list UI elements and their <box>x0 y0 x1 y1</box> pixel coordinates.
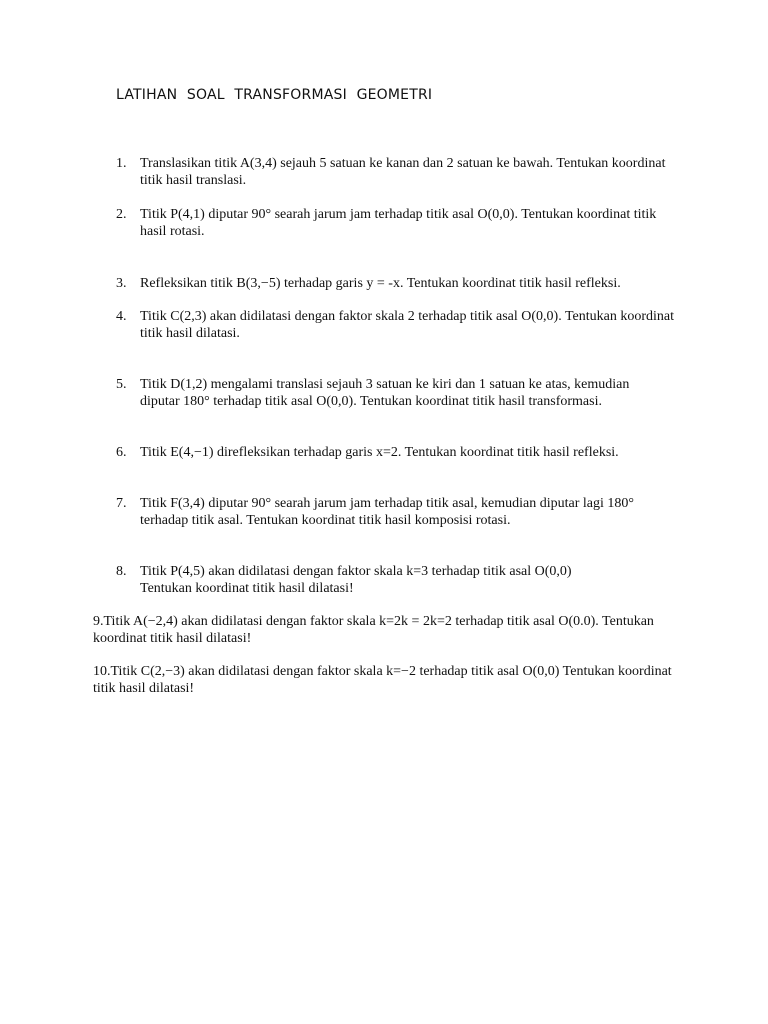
question-text: Titik C(2,3) akan didilatasi dengan faktor skala 2 terhadap titik asal O(0,0). Tentukan koordinat titik hasil dilatasi. <box>140 309 675 341</box>
question-item-2 <box>116 206 680 240</box>
question-item-4 <box>116 308 685 342</box>
question-item-1 <box>116 155 680 189</box>
question-number: 8. <box>116 564 127 579</box>
question-item-7 <box>116 495 660 529</box>
question-text: Titik P(4,5) akan didilatasi dengan faktor skala k=3 terhadap titik asal O(0,0) Tentukan koordinat titik hasil dilatasi! <box>140 564 572 596</box>
question-item-10: 10.Titik C(2,−3) akan didilatasi dengan faktor skala k=−2 terhadap titik asal O(0,0) Tentukan koordinat titik hasil dilatasi! <box>93 664 672 696</box>
question-number: 4. <box>116 309 127 324</box>
question-text: Translasikan titik A(3,4) sejauh 5 satuan ke kanan dan 2 satuan ke bawah. Tentukan koordinat titik hasil translasi. <box>140 156 666 188</box>
question-number: 7. <box>116 496 127 511</box>
question-text: Titik P(4,1) diputar 90° searah jarum jam terhadap titik asal O(0,0). Tentukan koordinat titik hasil rotasi. <box>140 207 657 239</box>
question-item-9: 9.Titik A(−2,4) akan didilatasi dengan faktor skala k=2k = 2k=2 terhadap titik asal O(0.0). Tentukan koordinat titik hasil dilatasi! <box>93 614 654 646</box>
question-number: 6. <box>116 445 127 460</box>
question-text: Titik D(1,2) mengalami translasi sejauh 3 satuan ke kiri dan 1 satuan ke atas, kemudian diputar 180° terhadap titik asal O(0,0). Tentukan koordinat titik hasil transformasi. <box>140 377 630 409</box>
question-number: 1. <box>116 156 127 171</box>
question-number: 3. <box>116 276 127 291</box>
question-text: Titik F(3,4) diputar 90° searah jarum jam terhadap titik asal, kemudian diputar lagi 180° terhadap titik asal. Tentukan koordinat titik hasil komposisi rotasi. <box>140 496 634 528</box>
question-item-8 <box>116 563 625 597</box>
page-title: LATIHAN SOAL TRANSFORMASI GEOMETRI <box>116 87 433 103</box>
question-text: Titik E(4,−1) direfleksikan terhadap garis x=2. Tentukan koordinat titik hasil refleksi. <box>140 445 619 460</box>
question-item-6 <box>116 444 700 461</box>
question-item-3 <box>116 275 700 292</box>
question-number: 5. <box>116 377 127 392</box>
question-number: 2. <box>116 207 127 222</box>
question-item-5 <box>116 376 640 410</box>
question-text: Refleksikan titik B(3,−5) terhadap garis y = -x. Tentukan koordinat titik hasil refleksi. <box>140 276 621 291</box>
